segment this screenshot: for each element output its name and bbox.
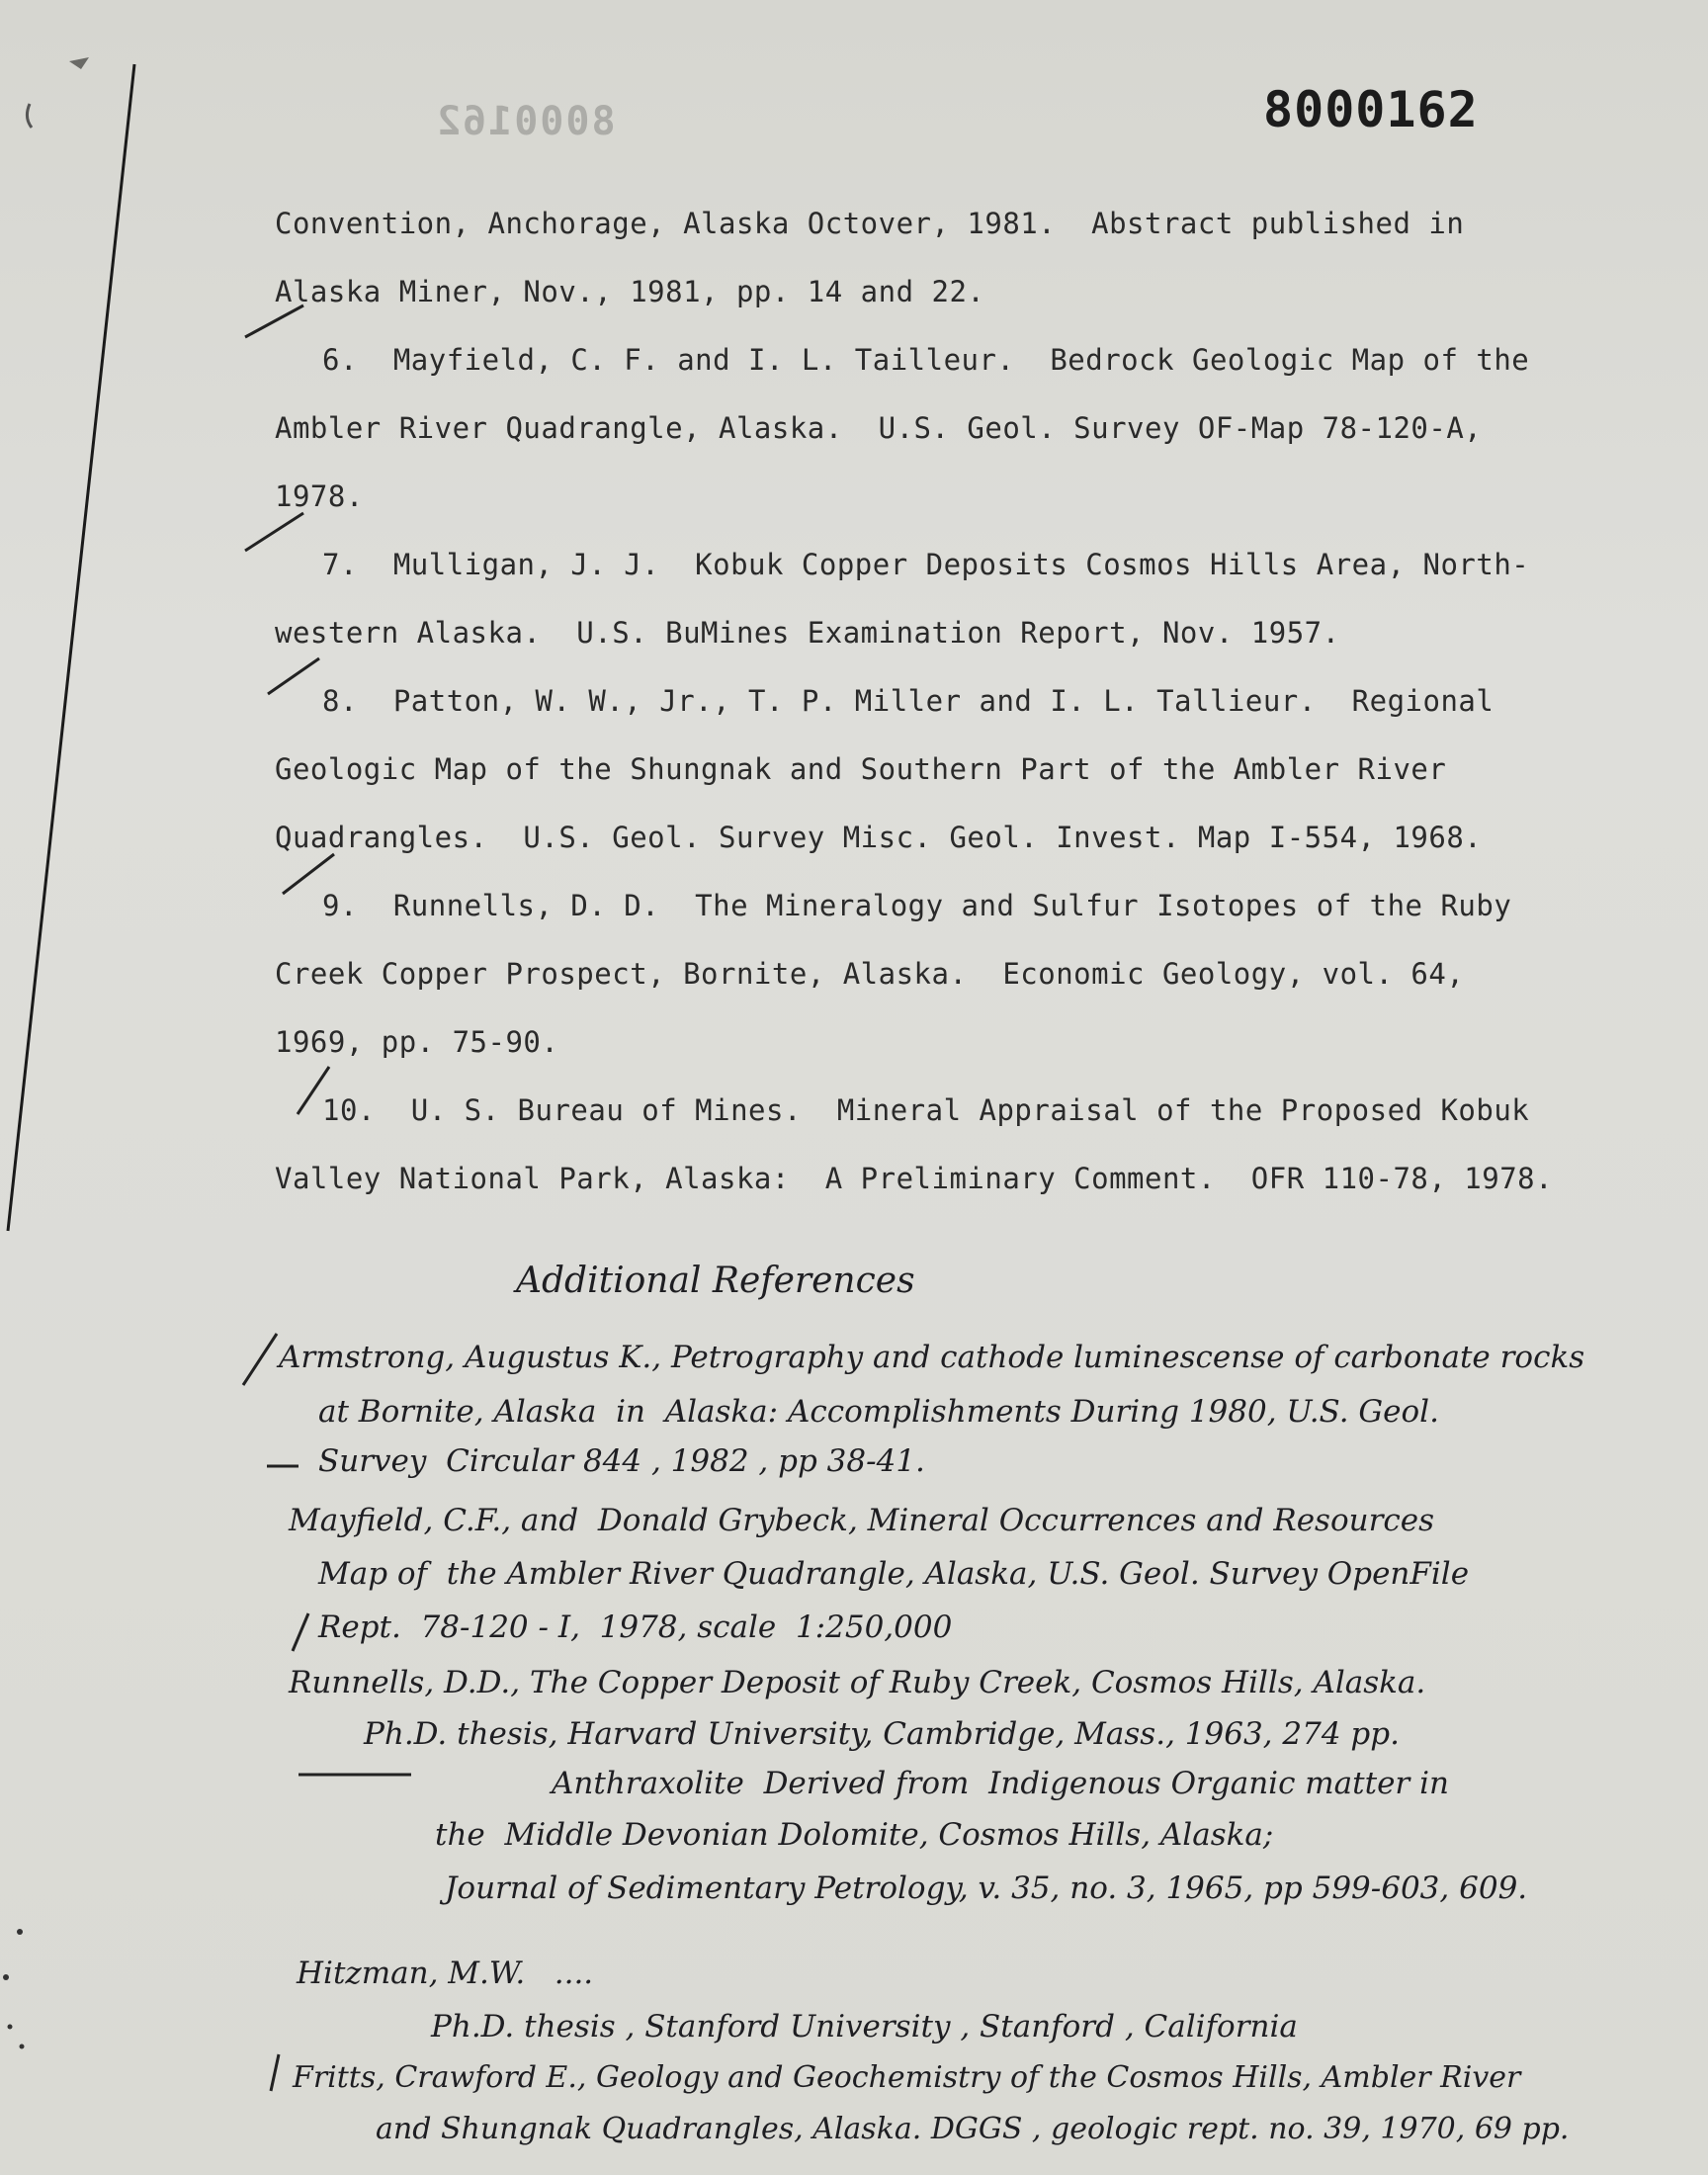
ditto-rule <box>297 1770 415 1780</box>
dash-mark <box>265 1461 300 1471</box>
typed-line: Geologic Map of the Shungnak and Southern Part of the Ambler River <box>275 752 1447 786</box>
handwritten-line: Ph.D. thesis , Stanford University , Stanford , California <box>431 2009 1298 2044</box>
typed-line: Quadrangles. U.S. Geol. Survey Misc. Geol. Invest. Map I-554, 1968. <box>275 821 1483 854</box>
handwritten-line: Survey Circular 844 , 1982 , pp 38-41. <box>318 1443 925 1479</box>
typed-references <box>275 190 1589 1213</box>
handwritten-line: Anthraxolite Derived from Indigenous Organic matter in <box>552 1766 1449 1801</box>
document-number: 8000162 <box>1263 81 1479 138</box>
margin-specks <box>0 1918 40 2096</box>
check-mark-rept <box>287 1610 316 1655</box>
reference-8-line: 8. Patton, W. W., Jr., T. P. Miller and I. L. Tallieur. Regional <box>322 684 1494 718</box>
reference-9-line: 9. Runnells, D. D. The Mineralogy and Sulfur Isotopes of the Ruby <box>322 889 1512 922</box>
typed-line: Ambler River Quadrangle, Alaska. U.S. Geol. Survey OF-Map 78-120-A, <box>275 411 1483 445</box>
left-margin-rule <box>0 0 158 1236</box>
handwritten-line: the Middle Devonian Dolomite, Cosmos Hills, Alaska; <box>435 1817 1274 1853</box>
typed-line: 1978. <box>275 479 364 513</box>
handwritten-line: and Shungnak Quadrangles, Alaska. DGGS , geologic rept. no. 39, 1970, 69 pp. <box>376 2112 1570 2146</box>
handwritten-line: Ph.D. thesis, Harvard University, Cambridge, Mass., 1963, 274 pp. <box>364 1716 1400 1752</box>
handwritten-line: Rept. 78-120 - I, 1978, scale 1:250,000 <box>318 1610 953 1645</box>
bleed-through-number: 8000162 <box>435 99 616 144</box>
additional-references-heading: Additional References <box>516 1261 915 1301</box>
typed-line: Creek Copper Prospect, Bornite, Alaska. Economic Geology, vol. 64, <box>275 957 1465 991</box>
handwritten-line: at Bornite, Alaska in Alaska: Accomplishments During 1980, U.S. Geol. <box>318 1394 1439 1430</box>
handwritten-ref-hitzman: Hitzman, M.W. .... <box>297 1956 594 1991</box>
typed-line: western Alaska. U.S. BuMines Examination Report, Nov. 1957. <box>275 616 1340 650</box>
reference-7-line: 7. Mulligan, J. J. Kobuk Copper Deposits Cosmos Hills Area, North- <box>322 548 1530 581</box>
check-mark-fritts <box>265 2051 287 2095</box>
typed-line: Valley National Park, Alaska: A Preliminary Comment. OFR 110-78, 1978. <box>275 1162 1554 1195</box>
handwritten-line: Journal of Sedimentary Petrology, v. 35, no. 3, 1965, pp 599-603, 609. <box>445 1870 1528 1906</box>
handwritten-ref-mayfield: Mayfield, C.F., and Donald Grybeck, Mineral Occurrences and Resources <box>289 1503 1435 1538</box>
handwritten-ref-runnells: Runnells, D.D., The Copper Deposit of Ruby Creek, Cosmos Hills, Alaska. <box>289 1665 1426 1700</box>
reference-10-line: 10. U. S. Bureau of Mines. Mineral Appraisal of the Proposed Kobuk <box>322 1093 1530 1127</box>
typed-line: 1969, pp. 75-90. <box>275 1025 559 1059</box>
typed-line: Alaska Miner, Nov., 1981, pp. 14 and 22. <box>275 275 985 308</box>
handwritten-ref-armstrong: Armstrong, Augustus K., Petrography and cathode luminescense of carbonate rocks <box>279 1340 1585 1375</box>
handwritten-ref-fritts: Fritts, Crawford E., Geology and Geochemistry of the Cosmos Hills, Ambler River <box>293 2060 1521 2095</box>
handwritten-line: Map of the Ambler River Quadrangle, Alaska, U.S. Geol. Survey OpenFile <box>318 1556 1470 1592</box>
reference-6-line: 6. Mayfield, C. F. and I. L. Tailleur. Bedrock Geologic Map of the <box>322 343 1530 377</box>
typed-line: Convention, Anchorage, Alaska Octover, 1981. Abstract published in <box>275 207 1465 240</box>
